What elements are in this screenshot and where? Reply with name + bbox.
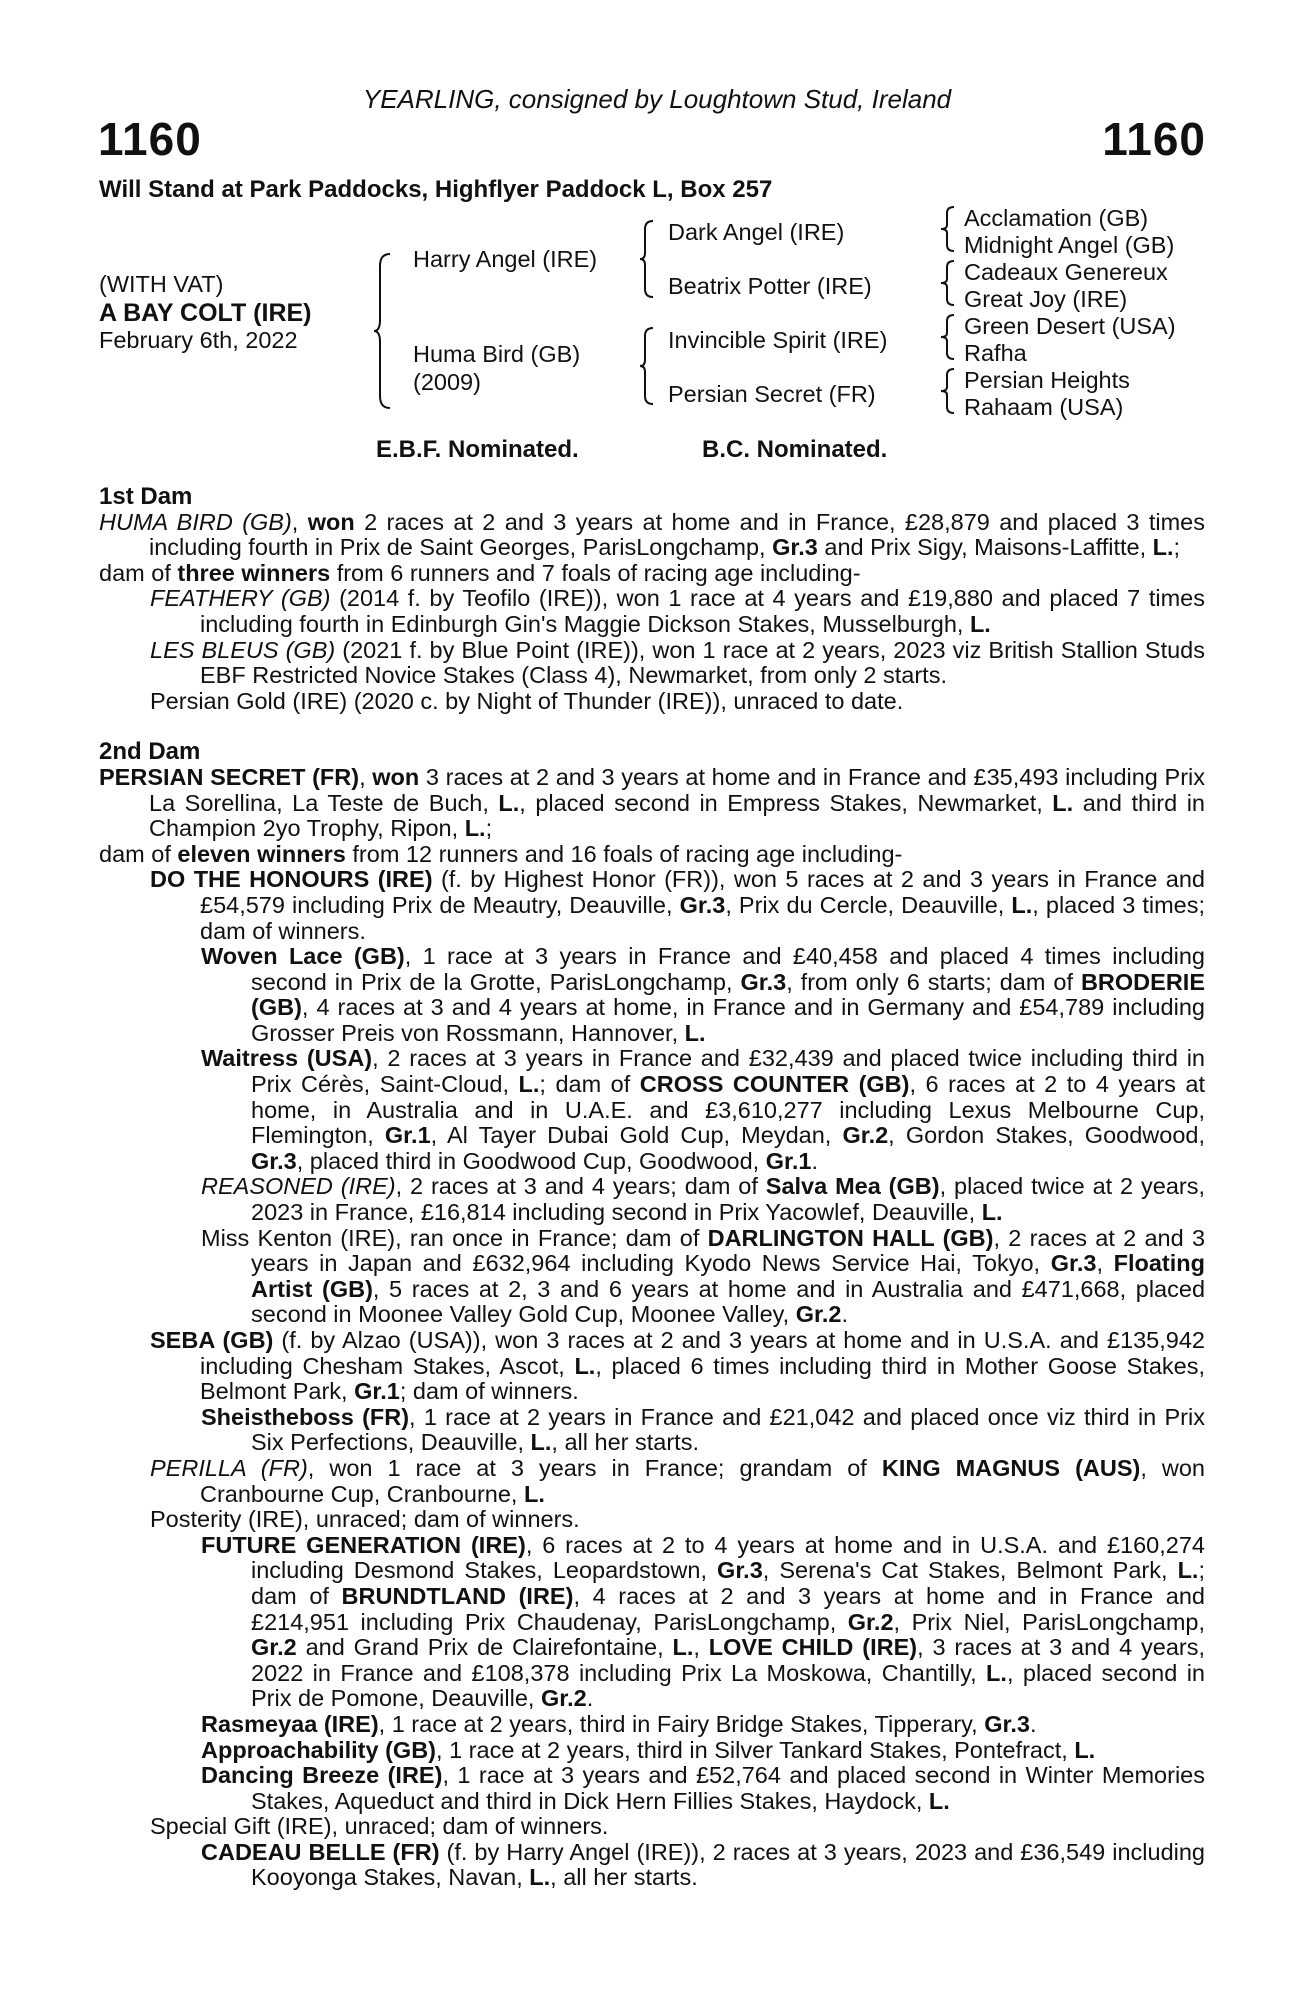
produce-entry <box>99 1226 1205 1328</box>
text-segment: , Prix Niel, ParisLongchamp, <box>893 1608 1205 1635</box>
text-segment: Floating Artist (GB) <box>251 1250 1205 1302</box>
text-segment: Gr.3 <box>740 968 787 995</box>
text-segment: HUMA BIRD (GB) <box>99 508 292 535</box>
text-segment: ; dam of <box>251 1557 1205 1609</box>
text-segment: ; dam of winners. <box>399 1378 579 1405</box>
sire-name: Harry Angel (IRE) <box>413 246 598 272</box>
text-segment: , all her starts. <box>550 1864 698 1891</box>
text-segment: L. <box>529 1864 551 1891</box>
text-segment: KING MAGNUS (AUS) <box>881 1454 1141 1481</box>
pedigree-brace-g1 <box>939 205 957 253</box>
text-segment: PERSIAN SECRET (FR) <box>99 763 360 790</box>
consignment-line: YEARLING, consigned by Loughtown Stud, Ireland <box>362 84 952 114</box>
text-segment: won <box>372 763 420 790</box>
text-segment: BRUNDTLAND (IRE) <box>341 1582 574 1609</box>
pedigree-brace-main <box>372 252 394 410</box>
text-segment: Gr.3 <box>251 1147 297 1174</box>
dam-dam-name: Persian Secret (FR) <box>668 381 876 407</box>
text-segment: , from only 6 starts; dam of <box>786 968 1081 995</box>
text-segment: Dancing Breeze (IRE) <box>201 1762 443 1789</box>
text-segment: , won Cranbourne Cup, Cranbourne, <box>200 1454 1205 1507</box>
text-segment: , placed second in Prix de Pomone, Deauville, <box>251 1659 1205 1712</box>
produce-entry <box>99 1712 1205 1738</box>
text-segment: Rasmeyaa (IRE) <box>201 1710 379 1737</box>
text-segment: Persian Gold (IRE) (2020 c. by Night of Thunder (IRE)), unraced to date. <box>150 687 904 714</box>
text-segment: L. <box>986 1659 1007 1686</box>
text-segment: , <box>291 508 308 535</box>
text-segment: . <box>811 1147 818 1174</box>
text-segment: , 1 race at 3 years in France and £40,458 and placed 4 times including second in Prix de la Grotte, ParisLongchamp, <box>251 943 1205 995</box>
text-segment: , 6 races at 2 to 4 years at home and in U.S.A. and £160,274 including Desmond Stakes, Leopardstown, <box>251 1531 1205 1584</box>
text-segment: , 1 race at 3 years and £52,764 and placed second in Winter Memories Stakes, Aqueduct and third in Dick Hern Fillies Stakes, Haydock, <box>251 1762 1205 1814</box>
g3-ancestor: Rafha <box>964 340 1027 366</box>
grandam-paragraph <box>99 765 1205 842</box>
text-segment: and Prix Sigy, Maisons-Laffitte, <box>817 534 1153 561</box>
text-segment: Gr.2 <box>842 1122 889 1149</box>
text-segment: FUTURE GENERATION (IRE) <box>201 1531 526 1558</box>
produce-entry <box>99 1814 1205 1840</box>
text-segment: L. <box>672 1634 694 1661</box>
text-segment: L. <box>684 1019 706 1046</box>
stand-location: Will Stand at Park Paddocks, Highflyer Paddock L, Box 257 <box>99 176 773 203</box>
g3-ancestor: Great Joy (IRE) <box>964 286 1128 312</box>
dam-produce-summary <box>99 561 1205 587</box>
text-segment: , <box>1096 1250 1114 1277</box>
text-segment: L. <box>518 1071 540 1098</box>
text-segment: and third in Champion 2yo Trophy, Ripon, <box>149 789 1205 842</box>
text-segment: . <box>1029 1710 1037 1737</box>
text-segment: CROSS COUNTER (GB) <box>639 1071 910 1098</box>
text-segment: CADEAU BELLE (FR) <box>201 1838 440 1865</box>
text-segment: Gr.3 <box>679 891 726 918</box>
dam-name: Huma Bird (GB) <box>413 341 581 367</box>
text-segment: ; <box>485 815 493 842</box>
text-segment: (f. by Highest Honor (FR)), won 5 races at 2 and 3 years in France and £54,579 including Prix de Meautry, Deauville, <box>200 866 1205 918</box>
g3-ancestor: Persian Heights <box>964 367 1130 393</box>
produce-entry <box>99 1507 1205 1533</box>
text-segment: Miss Kenton (IRE), ran once in France; dam of <box>201 1224 708 1251</box>
produce-entry <box>99 1533 1205 1712</box>
text-segment: LES BLEUS (GB) <box>150 636 336 663</box>
produce-entry <box>99 1456 1205 1507</box>
text-segment: Gr.1 <box>354 1378 400 1405</box>
text-segment: LOVE CHILD (IRE) <box>708 1634 918 1661</box>
produce-entry <box>99 1328 1205 1405</box>
produce-entry <box>99 1405 1205 1456</box>
text-segment: Gr.1 <box>765 1147 812 1174</box>
text-segment: DO THE HONOURS (IRE) <box>150 866 433 893</box>
text-segment: , 2 races at 2 and 3 years in Japan and £632,964 including Kyodo News Service Hai, Tokyo, <box>251 1224 1206 1277</box>
text-segment: REASONED (IRE) <box>201 1173 396 1200</box>
text-segment: FEATHERY (GB) <box>150 585 331 612</box>
g3-ancestor: Green Desert (USA) <box>964 313 1176 339</box>
text-segment: Waitress (USA) <box>201 1045 373 1072</box>
text-segment: L. <box>498 789 520 816</box>
ebf-nomination: E.B.F. Nominated. <box>376 436 579 463</box>
pedigree-brace-g4 <box>939 367 957 415</box>
produce-entry <box>99 1174 1205 1225</box>
second-dam-heading: 2nd Dam <box>99 738 201 766</box>
text-segment: . <box>841 1301 848 1328</box>
g3-ancestor: Acclamation (GB) <box>964 205 1149 231</box>
text-segment: SEBA (GB) <box>150 1327 274 1353</box>
text-segment: , Serena's Cat Stakes, Belmont Park, <box>762 1557 1178 1584</box>
g3-ancestor: Midnight Angel (GB) <box>964 232 1175 258</box>
text-segment: Gr.3 <box>717 1557 763 1584</box>
text-segment: and Grand Prix de Clairefontaine, <box>296 1634 673 1661</box>
produce-entry <box>99 1046 1205 1174</box>
text-segment: Gr.1 <box>384 1122 431 1149</box>
produce-entry <box>99 586 1205 637</box>
pedigree-brace-g3 <box>939 313 957 361</box>
text-segment: L. <box>1074 1736 1096 1763</box>
lot-number-left: 1160 <box>98 113 202 165</box>
produce-entry <box>99 944 1205 1046</box>
text-segment: L. <box>530 1429 552 1456</box>
text-segment: Special Gift (IRE), unraced; dam of winners. <box>150 1813 609 1840</box>
g3-ancestor: Cadeaux Genereux <box>964 259 1168 285</box>
text-segment: dam of <box>99 559 178 586</box>
text-segment: BRODERIE (GB) <box>251 968 1205 1021</box>
text-segment: Posterity (IRE), unraced; dam of winners. <box>150 1506 580 1533</box>
grandam-produce-summary <box>99 842 1205 868</box>
text-segment: , all her starts. <box>551 1429 699 1456</box>
produce-entry <box>99 1738 1205 1764</box>
produce-entry <box>99 1840 1205 1891</box>
text-segment: , 1 race at 2 years, third in Fairy Bridge Stakes, Tipperary, <box>378 1710 985 1737</box>
text-segment: 3 races at 2 and 3 years at home and in France and £35,493 including Prix La Sorellina, La Teste de Buch, <box>149 763 1205 816</box>
text-segment: , placed 3 times; dam of winners. <box>200 891 1206 944</box>
text-segment: , placed twice at 2 years, 2023 in France, £16,814 including second in Prix Yacowlef, Deauville, <box>251 1173 1205 1226</box>
text-segment: dam of <box>99 840 178 867</box>
text-segment: from 6 runners and 7 foals of racing age including- <box>330 559 861 586</box>
text-segment: Woven Lace (GB) <box>201 943 405 970</box>
text-segment: , 2 races at 3 and 4 years; dam of <box>395 1173 766 1200</box>
text-segment: Gr.3 <box>772 534 818 561</box>
bc-nomination: B.C. Nominated. <box>702 436 888 463</box>
text-segment: DARLINGTON HALL (GB) <box>707 1224 994 1251</box>
text-segment: (f. by Harry Angel (IRE)), 2 races at 3 years, 2023 and £36,549 including Kooyonga Stakes, Navan, <box>251 1838 1205 1891</box>
text-segment: (2021 f. by Blue Point (IRE)), won 1 race at 2 years, 2023 viz British Stallion Studs EBF Restricted Novice Stakes (Class 4), Newmarket, from only 2 starts. <box>200 636 1205 689</box>
produce-entry <box>99 689 1205 715</box>
text-segment: (f. by Alzao (USA)), won 3 races at 2 and 3 years at home and in U.S.A. and £135,942 including Chesham Stakes, Ascot, <box>200 1327 1205 1379</box>
text-segment: , 6 races at 2 to 4 years at home, in Australia and in U.A.E. and £3,610,277 including Lexus Melbourne Cup, Flemington, <box>251 1071 1206 1149</box>
g3-ancestor: Rahaam (USA) <box>964 394 1124 420</box>
text-segment: ; dam of <box>539 1071 640 1098</box>
text-segment: L. <box>523 1480 545 1507</box>
dam-year: (2009) <box>413 369 481 395</box>
text-segment: , Al Tayer Dubai Gold Cup, Meydan, <box>430 1122 843 1149</box>
text-segment: , placed third in Goodwood Cup, Goodwood, <box>296 1147 766 1174</box>
text-segment: eleven winners <box>177 840 346 867</box>
produce-entry <box>99 1763 1205 1814</box>
foaling-date: February 6th, 2022 <box>99 327 298 353</box>
text-segment: , Gordon Stakes, Goodwood, <box>888 1122 1205 1149</box>
text-segment: (2014 f. by Teofilo (IRE)), won 1 race at 4 years and £19,880 and placed 7 times including fourth in Edinburgh Gin's Maggie Dickson Stakes, Musselburgh, <box>200 585 1205 637</box>
text-segment: , 4 races at 3 and 4 years at home, in France and in Germany and £54,789 including Grosser Preis von Rossmann, Hannover, <box>251 994 1205 1046</box>
pedigree-brace-dam <box>638 326 656 406</box>
produce-record <box>99 484 1205 1891</box>
text-segment: ; <box>1173 534 1181 561</box>
text-segment: from 12 runners and 16 foals of racing age including- <box>345 840 903 867</box>
text-segment: , Prix du Cercle, Deauville, <box>725 891 1012 918</box>
text-segment: , <box>693 1634 709 1661</box>
text-segment: , won 1 race at 3 years in France; grandam of <box>307 1454 882 1481</box>
text-segment: L. <box>1177 1557 1199 1584</box>
pedigree-brace-sire <box>638 219 656 299</box>
text-segment: , 1 race at 2 years, third in Silver Tankard Stakes, Pontefract, <box>436 1736 1075 1763</box>
text-segment: , 5 races at 2, 3 and 6 years at home and in Australia and £471,668, placed second in Moonee Valley Gold Cup, Moonee Valley, <box>251 1275 1206 1328</box>
text-segment: Salva Mea (GB) <box>765 1173 940 1200</box>
text-segment: Sheistheboss (FR) <box>201 1403 410 1430</box>
text-segment: , 4 races at 2 and 3 years at home and in France and £214,951 including Prix Chaudenay, ParisLongchamp, <box>251 1582 1205 1635</box>
text-segment: , <box>359 763 373 790</box>
sire-dam-name: Beatrix Potter (IRE) <box>668 273 872 299</box>
text-segment: three winners <box>177 559 331 586</box>
text-segment: L. <box>464 815 486 842</box>
produce-entry <box>99 638 1205 689</box>
text-segment: Gr.2 <box>847 1608 894 1635</box>
dam-paragraph <box>99 510 1205 561</box>
text-segment: , 3 races at 3 and 4 years, 2022 in France and £108,378 including Prix La Moskowa, Chantilly, <box>251 1634 1206 1686</box>
text-segment: , 1 race at 2 years in France and £21,042 and placed once viz third in Prix Six Perfections, Deauville, <box>251 1403 1205 1456</box>
text-segment: L. <box>574 1352 596 1379</box>
text-segment: Gr.2 <box>251 1634 297 1661</box>
text-segment: L. <box>981 1199 1003 1226</box>
first-dam-heading: 1st Dam <box>99 483 193 510</box>
vat-note: (WITH VAT) <box>99 271 224 297</box>
text-segment: Gr.2 <box>540 1685 587 1712</box>
text-segment: L. <box>1152 534 1174 561</box>
text-segment: , placed second in Empress Stakes, Newmarket, <box>519 789 1053 816</box>
pedigree-brace-g2 <box>939 259 957 307</box>
text-segment: . <box>586 1685 594 1712</box>
text-segment: PERILLA (FR) <box>150 1454 308 1481</box>
horse-name: A BAY COLT (IRE) <box>99 299 312 327</box>
text-segment: Gr.3 <box>1050 1250 1097 1277</box>
text-segment: L. <box>1011 891 1033 918</box>
dam-sire-name: Invincible Spirit (IRE) <box>668 327 888 353</box>
lot-number-right: 1160 <box>1102 113 1206 165</box>
text-segment: 2 races at 2 and 3 years at home and in France, £28,879 and placed 3 times including fourth in Prix de Saint Georges, ParisLongchamp, <box>149 508 1205 561</box>
text-segment: L. <box>928 1787 950 1814</box>
text-segment: Gr.3 <box>984 1710 1030 1737</box>
text-segment: won <box>307 508 355 535</box>
text-segment: L. <box>1052 789 1074 816</box>
produce-entry <box>99 867 1205 944</box>
text-segment: L. <box>969 610 991 637</box>
text-segment: , 2 races at 3 years in France and £32,439 and placed twice including third in Prix Cérès, Saint-Cloud, <box>251 1045 1206 1098</box>
text-segment: , placed 6 times including third in Mother Goose Stakes, Belmont Park, <box>200 1352 1205 1405</box>
text-segment: Approachability (GB) <box>201 1736 437 1763</box>
text-segment: Gr.2 <box>795 1301 842 1328</box>
sire-sire-name: Dark Angel (IRE) <box>668 219 845 245</box>
